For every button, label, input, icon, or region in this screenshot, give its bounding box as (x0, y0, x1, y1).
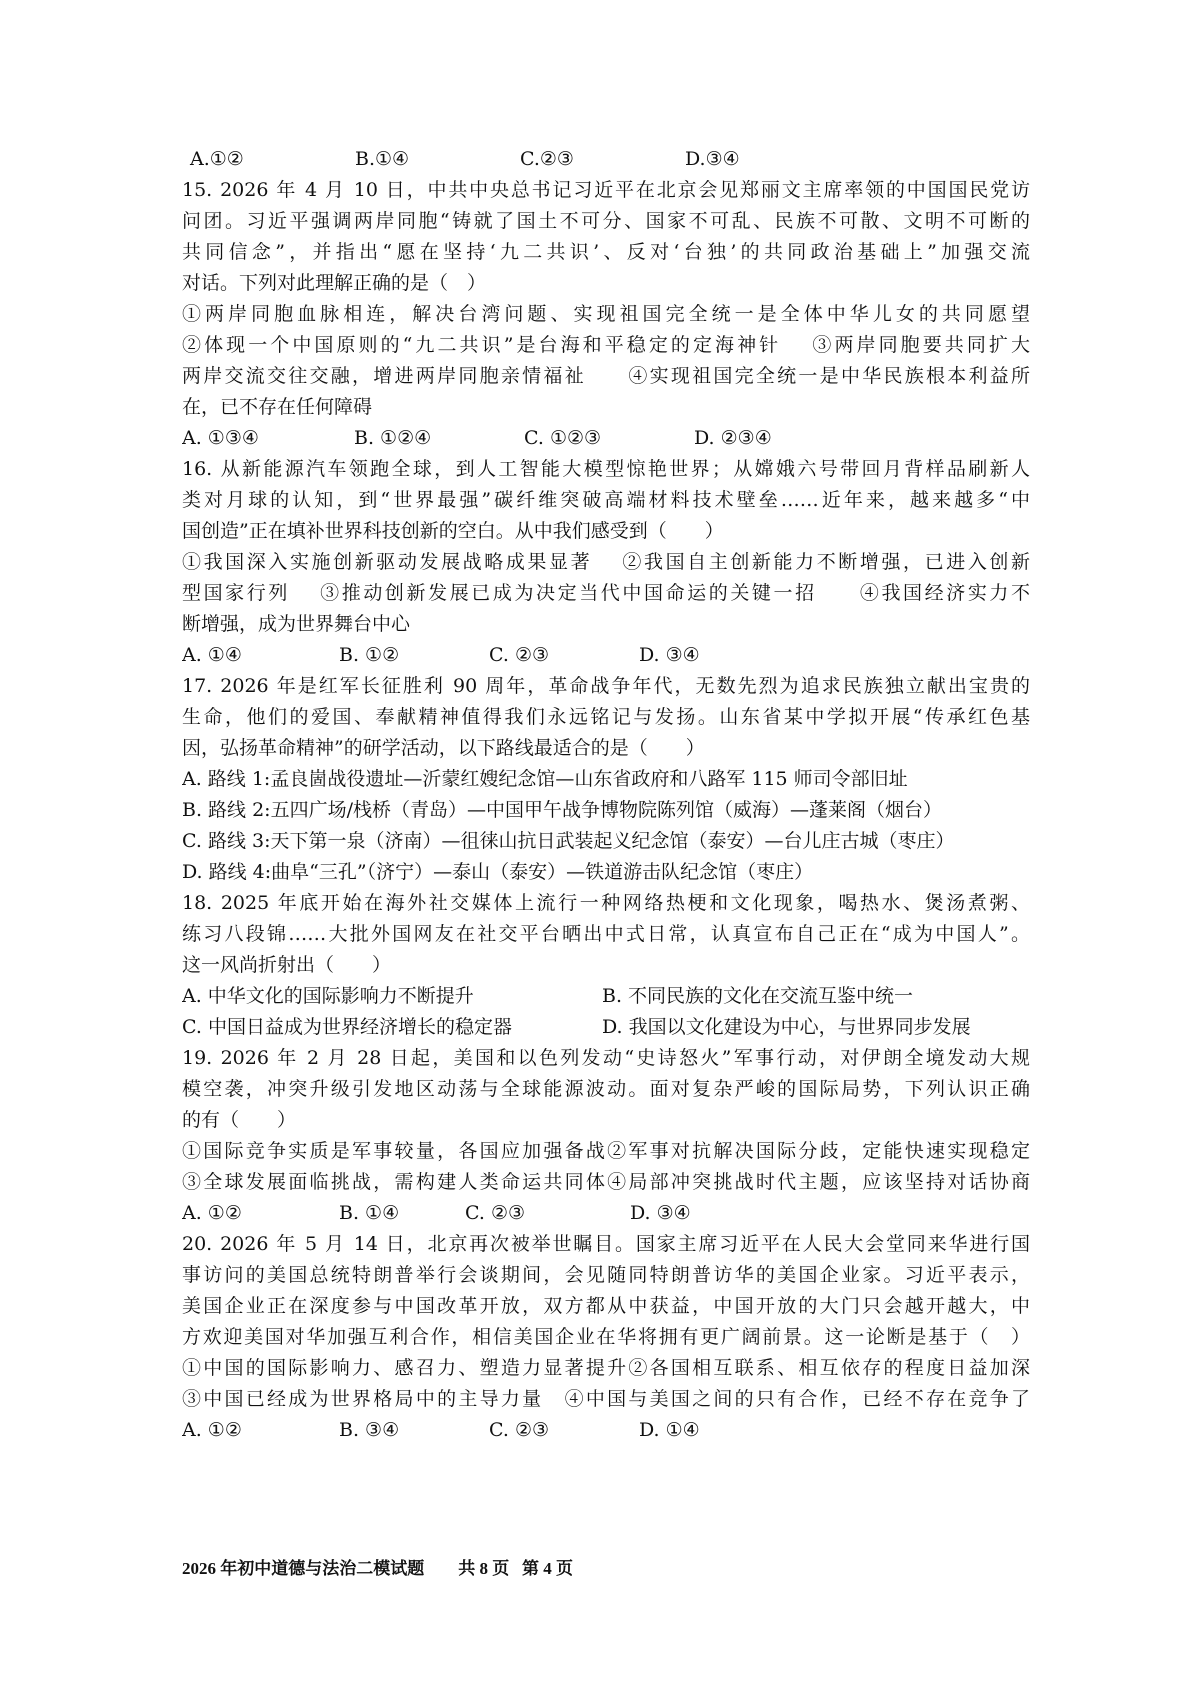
answer-options (182, 640, 1030, 671)
option-d: D. 我国以文化建设为中心，与世界同步发展 (602, 1016, 971, 1038)
statement-line: ③中国已经成为世界格局中的主导力量 ④中国与美国之间的只有合作，已经不存在竞争了 (182, 1388, 1030, 1410)
option-a: A. ①② (182, 1419, 242, 1441)
answer-options-row (182, 981, 1030, 1012)
page-footer (182, 1554, 1030, 1579)
statement-line: 型国家行列 ③推动创新发展已成为决定当代中国命运的关键一招 ④我国经济实力不 (182, 582, 1030, 604)
question-line: 模空袭，冲突升级引发地区动荡与全球能源波动。面对复杂严峻的国际局势，下列认识正确 (182, 1078, 1030, 1100)
statement-line: ②体现一个中国原则的“九二共识”是台海和平稳定的定海神针 ③两岸同胞要共同扩大 (182, 334, 1030, 356)
footer-title: 2026 年初中道德与法治二模试题 (182, 1559, 425, 1578)
answer-options-row (182, 1012, 1030, 1043)
option-b: B. ①② (339, 644, 400, 666)
option-b: B. ①④ (339, 1202, 400, 1224)
statement-line: ①两岸同胞血脉相连，解决台湾问题、实现祖国完全统一是全体中华儿女的共同愿望 (182, 303, 1030, 325)
statement-line: 两岸交流交往交融，增进两岸同胞亲情福祉 ④实现祖国完全统一是中华民族根本利益所 (182, 365, 1030, 387)
option-d: D. ③④ (639, 644, 700, 666)
question-line: 20. 2026 年 5 月 14 日，北京再次被举世瞩目。国家主席习近平在人民大会堂同来华进行国 (182, 1233, 1030, 1255)
answer-options (182, 423, 1030, 454)
question-content (182, 144, 1030, 1446)
question-line: 17. 2026 年是红军长征胜利 90 周年，革命战争年代，无数先烈为追求民族独立献出宝贵的 (182, 675, 1030, 697)
question-18 (182, 888, 1030, 1043)
question-line: 方欢迎美国对华加强互利合作，相信美国企业在华将拥有更广阔前景。这一论断是基于（ ） (182, 1326, 1030, 1348)
question-line: 美国企业正在深度参与中国改革开放，双方都从中获益，中国开放的大门只会越开越大，中 (182, 1295, 1030, 1317)
question-15 (182, 175, 1030, 454)
question-line: 对话。下列对此理解正确的是（ ） (182, 272, 487, 294)
option-c: C. 路线 3:天下第一泉（济南）—徂徕山抗日武装起义纪念馆（泰安）—台儿庄古城（枣庄） (182, 830, 955, 852)
option-d: D. ②③④ (694, 427, 772, 449)
option-b: B. ①②④ (354, 427, 432, 449)
question-line: 16. 从新能源汽车领跑全球，到人工智能大模型惊艳世界；从嫦娥六号带回月背样品刷新人 (182, 458, 1030, 480)
question-line: 18. 2025 年底开始在海外社交媒体上流行一种网络热梗和文化现象，喝热水、煲汤煮粥、 (182, 892, 1030, 914)
question-line: 国创造”正在填补世界科技创新的空白。从中我们感受到（ ） (182, 520, 724, 542)
option-b: B. ③④ (339, 1419, 400, 1441)
statement-line: ①国际竞争实质是军事较量，各国应加强备战②军事对抗解决国际分歧，定能快速实现稳定 (182, 1140, 1030, 1162)
question-19 (182, 1043, 1030, 1229)
option-b: B.①④ (355, 148, 410, 170)
footer-total-pages: 共 8 页 (458, 1559, 510, 1578)
question-line: 这一风尚折射出（ ） (182, 954, 392, 976)
option-c: C. ②③ (489, 1419, 550, 1441)
question-line: 的有（ ） (182, 1109, 297, 1131)
prev-question-options (182, 144, 1030, 175)
statement-line: 断增强，成为世界舞台中心 (182, 613, 411, 635)
option-d: D. ③④ (630, 1202, 691, 1224)
question-line: 练习八段锦……大批外国网友在社交平台晒出中式日常，认真宣布自己正在“成为中国人”。 (182, 923, 1030, 945)
option-c: C.②③ (520, 148, 574, 170)
option-c: C. ②③ (489, 644, 550, 666)
statement-line: ①中国的国际影响力、感召力、塑造力显著提升②各国相互联系、相互依存的程度日益加深 (182, 1357, 1030, 1379)
option-b: B. 路线 2:五四广场/栈桥（青岛）—中国甲午战争博物院陈列馆（威海）—蓬莱阁（烟台） (182, 799, 942, 821)
statement-line: ①我国深入实施创新驱动发展战略成果显著 ②我国自主创新能力不断增强，已进入创新 (182, 551, 1030, 573)
option-d: D. 路线 4:曲阜“三孔”（济宁）—泰山（泰安）—铁道游击队纪念馆（枣庄） (182, 861, 814, 883)
statement-line: ③全球发展面临挑战，需构建人类命运共同体④局部冲突挑战时代主题，应该坚持对话协商 (182, 1171, 1030, 1193)
question-line: 事访问的美国总统特朗普举行会谈期间，会见随同特朗普访华的美国企业家。习近平表示， (182, 1264, 1030, 1286)
option-a: A. ①④ (182, 644, 242, 666)
question-line: 生命，他们的爱国、奉献精神值得我们永远铭记与发扬。山东省某中学拟开展“传承红色基 (182, 706, 1030, 728)
option-c: C. ②③ (465, 1202, 526, 1224)
option-a: A.①② (190, 148, 244, 170)
option-a: A. ①③④ (182, 427, 259, 449)
option-c: C. ①②③ (524, 427, 602, 449)
question-line: 共同信念”，并指出“愿在坚持‘九二共识’、反对‘台独’的共同政治基础上”加强交流 (182, 241, 1030, 263)
statement-line: 在，已不存在任何障碍 (182, 396, 373, 418)
question-17 (182, 671, 1030, 888)
question-line: 问团。习近平强调两岸同胞“铸就了国土不可分、国家不可乱、民族不可散、文明不可断的 (182, 210, 1030, 232)
question-line: 类对月球的认知，到“世界最强”碳纤维突破高端材料技术壁垒……近年来，越来越多“中 (182, 489, 1030, 511)
option-a: A. ①② (182, 1202, 242, 1224)
option-b: B. 不同民族的文化在交流互鉴中统一 (602, 985, 914, 1007)
option-d: D.③④ (685, 148, 740, 170)
option-a: A. 中华文化的国际影响力不断提升 (182, 985, 474, 1007)
option-a: A. 路线 1:孟良崮战役遗址—沂蒙红嫂纪念馆—山东省政府和八路军 115 师司令部旧址 (182, 768, 908, 790)
option-d: D. ①④ (639, 1419, 700, 1441)
question-20 (182, 1229, 1030, 1446)
question-16 (182, 454, 1030, 671)
footer-page-number: 第 4 页 (522, 1559, 573, 1578)
question-line: 19. 2026 年 2 月 28 日起，美国和以色列发动“史诗怒火”军事行动，对伊朗全境发动大规 (182, 1047, 1030, 1069)
answer-options (182, 1198, 1030, 1229)
answer-options (182, 1415, 1030, 1446)
question-line: 因，弘扬革命精神”的研学活动，以下路线最适合的是（ ） (182, 737, 705, 759)
option-c: C. 中国日益成为世界经济增长的稳定器 (182, 1016, 512, 1038)
question-line: 15. 2026 年 4 月 10 日，中共中央总书记习近平在北京会见郑丽文主席率领的中国国民党访 (182, 179, 1030, 201)
